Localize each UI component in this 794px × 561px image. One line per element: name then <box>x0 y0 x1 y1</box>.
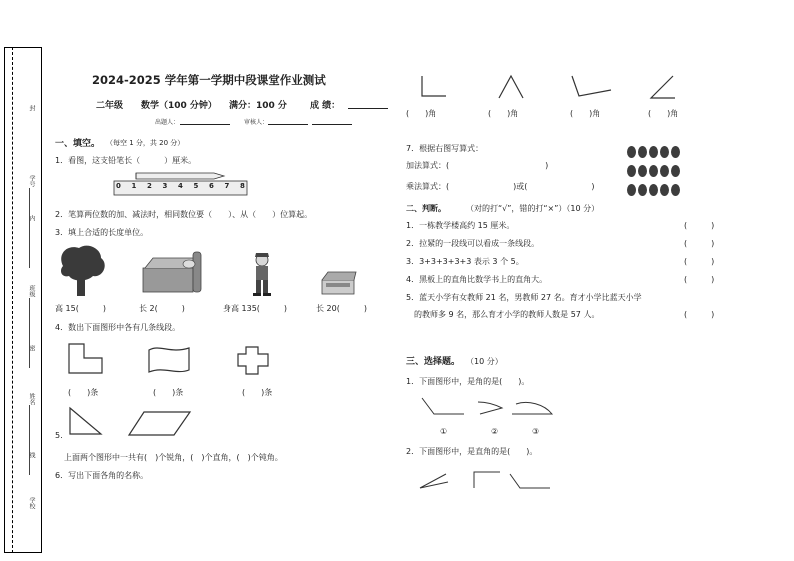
q3-item-tree: 高 15( ) <box>55 304 106 313</box>
section3-heading: 三、选择题。 <box>406 357 461 367</box>
triangle-figure <box>68 406 104 436</box>
pencil-icon <box>136 173 224 179</box>
margin-label-school: 学校 <box>28 497 35 509</box>
judge-item-1: 1．一栋教学楼高约 15 厘米。 <box>406 221 515 230</box>
grade: 二年级 <box>96 101 124 111</box>
margin-seal-4: 线 <box>28 452 35 458</box>
balloon-icon <box>671 165 680 177</box>
balloon-icon <box>627 146 636 158</box>
balloon-icon <box>660 165 669 177</box>
q6-answer-1: ( )角 <box>406 109 437 118</box>
margin-seal-2: 内 <box>28 215 35 221</box>
ruler-tick-label: 3 <box>162 182 168 190</box>
ruler-tick-label: 4 <box>178 182 183 190</box>
balloon-icon <box>649 165 658 177</box>
ruler-tick-label: 1 <box>131 182 137 190</box>
balloon-icon <box>627 165 636 177</box>
subject: 数学（100 分钟） <box>141 101 217 111</box>
ruler-tick-label: 5 <box>193 182 199 190</box>
balloon-icon <box>627 184 636 196</box>
balloon-icon <box>638 146 647 158</box>
section3-note: （10 分） <box>466 357 503 366</box>
q7-mul-equation: 乘法算式：( )或( ) <box>406 182 595 191</box>
choice-q1-text: 1．下面图形中，是角的是( )。 <box>406 377 530 386</box>
balloon-icon <box>638 184 647 196</box>
angle-right-figure <box>420 74 450 100</box>
q6-answer-2: ( )角 <box>488 109 519 118</box>
setter-label: 出题人： <box>155 119 180 126</box>
q4-text: 4．数出下面图形中各有几条线段。 <box>55 323 181 332</box>
ruler-tick-label: 6 <box>209 182 214 190</box>
section1-note: （每空 1 分，共 20 分） <box>106 139 185 147</box>
setter-blank[interactable] <box>180 124 230 125</box>
judge-bracket-2[interactable]: ( ) <box>684 239 715 248</box>
balloon-icon <box>660 184 669 196</box>
judge-item-2: 2．拉紧的一段线可以看成一条线段。 <box>406 239 540 248</box>
margin-seal-1: 封 <box>28 105 35 111</box>
boy-icon <box>250 250 274 298</box>
choice-option-1[interactable]: ① <box>440 427 448 436</box>
tree-icon <box>57 244 107 296</box>
angle-acute-figure-2 <box>645 74 677 102</box>
q1-text: 1．看图，这支铅笔长（ ）厘米。 <box>55 156 197 165</box>
balloon-icon <box>671 184 680 196</box>
q6-answer-3: ( )角 <box>570 109 601 118</box>
q3-item-case: 长 20( ) <box>316 304 367 313</box>
q2-text: 2．笔算两位数的加、减法时，相同数位要（ ）、从（ ）位算起。 <box>55 210 313 219</box>
seal-line <box>12 47 13 553</box>
section1-heading: 一、填空。 <box>55 139 101 149</box>
full-marks: 满分：100 分 <box>229 101 287 111</box>
balloon-icon <box>671 146 680 158</box>
judge-bracket-1[interactable]: ( ) <box>684 221 715 230</box>
score-label: 成 绩： <box>310 101 341 111</box>
cross-shape-figure <box>236 346 270 376</box>
margin-underline-name <box>29 405 31 475</box>
judge-item-3: 3．3+3+3+3+3 表示 3 个 5。 <box>406 257 524 266</box>
margin-seal-3: 密 <box>28 345 35 351</box>
section2-heading: 二、判断。 <box>406 204 446 213</box>
margin-label-class: 班级 <box>28 285 35 297</box>
choice-q2-figures <box>418 470 558 492</box>
binding-margin <box>4 47 42 553</box>
choice-q2-text: 2．下面图形中，是直角的是( )。 <box>406 447 538 456</box>
q3-item-height: 身高 135( ) <box>223 304 288 313</box>
q7-text: 7．根据右图写算式： <box>406 144 484 153</box>
angle-acute-figure <box>497 74 527 102</box>
judge-bracket-5[interactable]: ( ) <box>684 310 715 319</box>
page-title: 2024-2025 学年第一学期中段课堂作业测试 <box>92 73 326 87</box>
balloon-icon <box>638 165 647 177</box>
pencil-case-icon <box>320 270 358 296</box>
q4-answer-2: ( )条 <box>153 388 184 397</box>
ruler-tick-label: 0 <box>116 182 121 190</box>
score-blank[interactable] <box>348 108 388 109</box>
ruler-tick-label: 7 <box>224 182 230 190</box>
l-shape-figure <box>68 343 104 375</box>
q6-answer-4: ( )角 <box>648 109 679 118</box>
judge-item-5-cont: 的教师多 9 名，那么育才小学的教师人数是 57 人。 <box>414 310 600 319</box>
margin-label-name: 姓名 <box>28 393 35 405</box>
margin-underline-class <box>29 298 31 368</box>
section2-note: （对的打“√”，错的打“×”）（10 分） <box>466 204 600 213</box>
q4-answer-1: ( )条 <box>68 388 99 397</box>
judge-bracket-3[interactable]: ( ) <box>684 257 715 266</box>
parallelogram-figure <box>128 410 192 438</box>
angle-obtuse-figure <box>571 74 613 100</box>
balloon-icon <box>649 146 658 158</box>
q5-number: 5. <box>55 431 63 440</box>
q7-add-equation: 加法算式：( ) <box>406 161 549 170</box>
judge-bracket-4[interactable]: ( ) <box>684 275 715 284</box>
choice-q1-figures <box>420 396 560 418</box>
q6-text: 6．写出下面各角的名称。 <box>55 471 149 480</box>
ruler-tick-label: 2 <box>147 182 152 190</box>
reviewer-blank-2[interactable] <box>312 124 352 125</box>
balloon-icon <box>660 146 669 158</box>
balloon-icon <box>649 184 658 196</box>
reviewer-label: 审核人： <box>244 119 269 126</box>
q4-answer-3: ( )条 <box>242 388 273 397</box>
reviewer-blank-1[interactable] <box>268 124 308 125</box>
q3-item-bed: 长 2( ) <box>139 304 185 313</box>
q5-text: 上面两个图形中一共有( )个锐角，( )个直角，( )个钝角。 <box>64 453 283 462</box>
judge-item-4: 4．黑板上的直角比数学书上的直角大。 <box>406 275 548 284</box>
margin-label-id: 学号 <box>28 175 35 187</box>
choice-option-2[interactable]: ② <box>491 427 499 436</box>
margin-underline-id <box>29 188 31 268</box>
bed-icon <box>141 250 203 296</box>
curve-shape-figure <box>146 344 192 374</box>
ruler-tick-label: 8 <box>240 182 245 190</box>
judge-item-5: 5．蓝天小学有女教师 21 名，男教师 27 名。育才小学比蓝天小学 <box>406 293 642 302</box>
choice-option-3[interactable]: ③ <box>532 427 540 436</box>
q3-text: 3．填上合适的长度单位。 <box>55 228 149 237</box>
